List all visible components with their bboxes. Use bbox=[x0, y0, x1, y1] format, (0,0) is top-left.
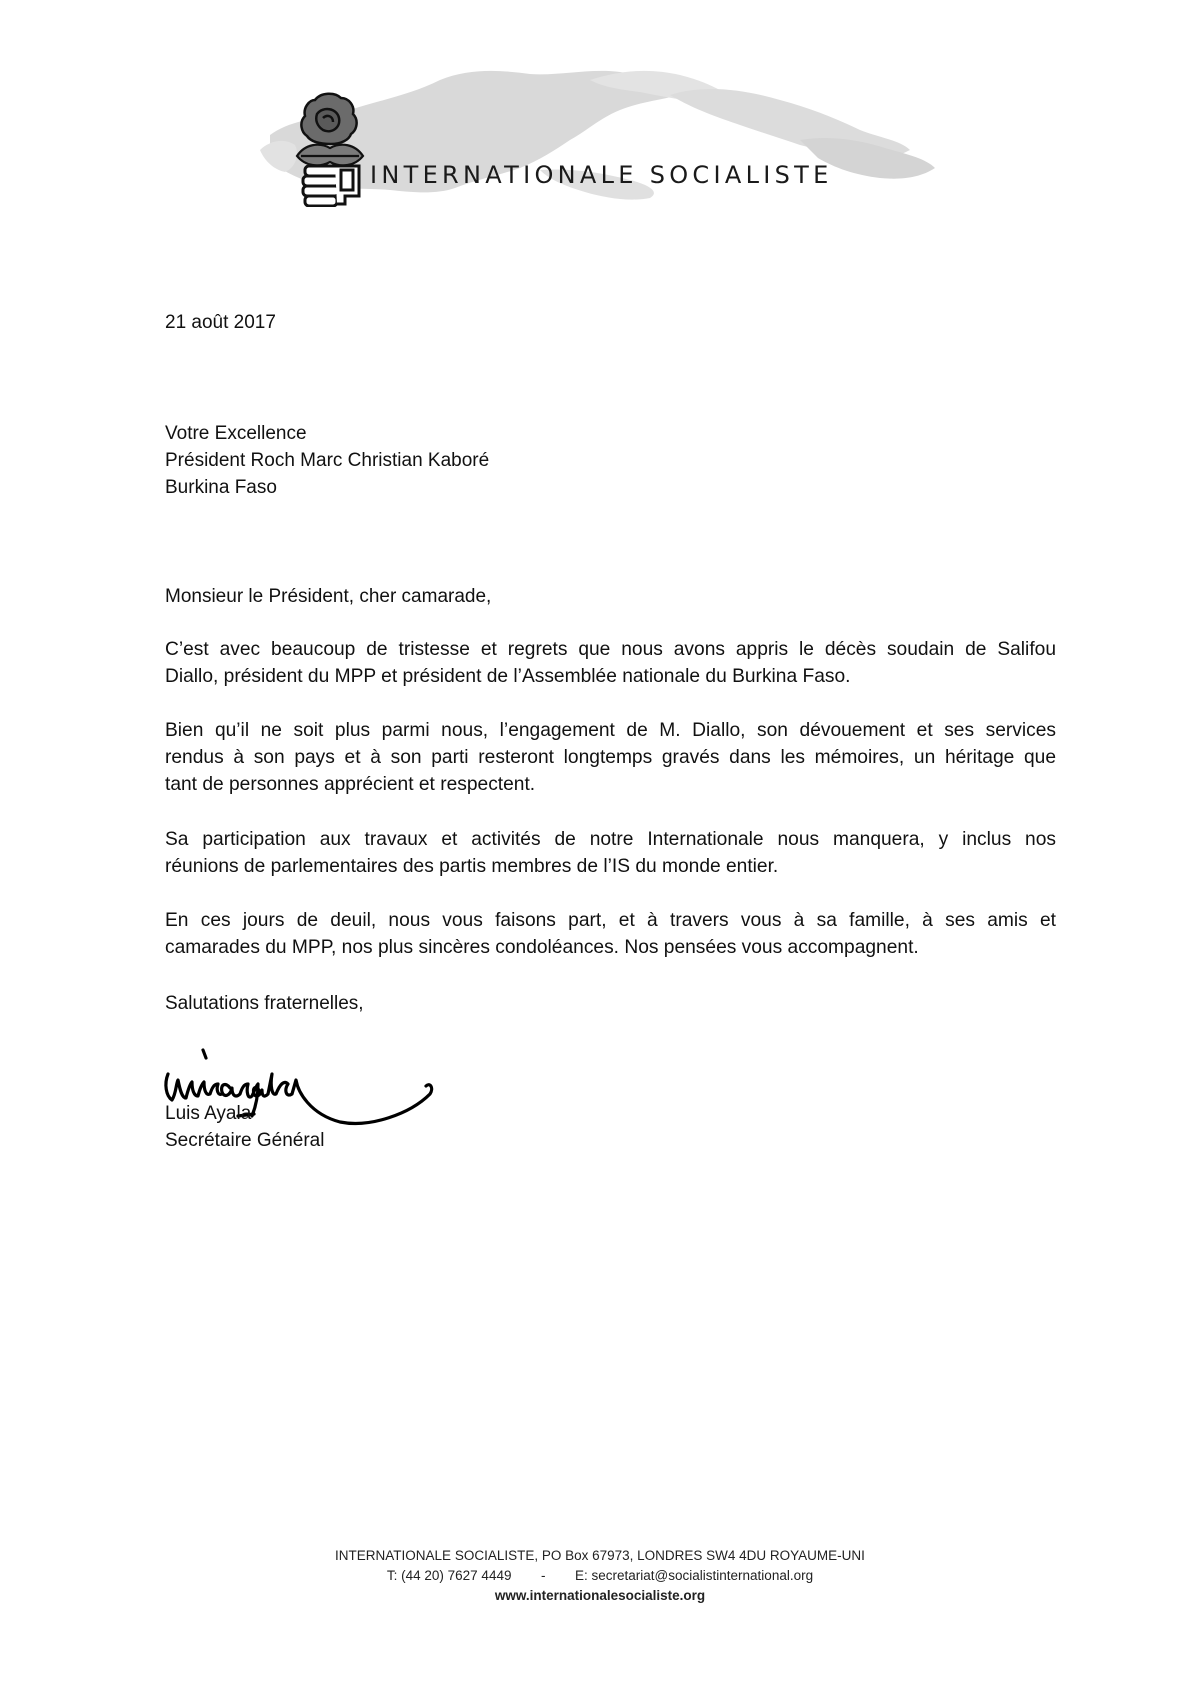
footer-website[interactable]: www.internationalesocialiste.org bbox=[494, 1588, 706, 1603]
body-paragraph-4 bbox=[165, 907, 1056, 961]
signatory-title: Secrétaire Général bbox=[165, 1130, 325, 1151]
body-paragraph-3 bbox=[165, 826, 1056, 880]
footer-separator: - bbox=[541, 1568, 546, 1583]
recipient-line-2: Président Roch Marc Christian Kaboré bbox=[165, 450, 490, 471]
paragraph-line: rendus à son pays et à son parti resteront longtemps gravés dans les mémoires, un héritage que bbox=[165, 747, 1056, 768]
recipient-line-1: Votre Excellence bbox=[165, 423, 307, 444]
paragraph-line: camarades du MPP, nos plus sincères condoléances. Nos pensées vous accompagnent. bbox=[165, 937, 919, 958]
closing: Salutations fraternelles, bbox=[165, 993, 364, 1014]
letterhead bbox=[240, 40, 940, 230]
recipient-line-3: Burkina Faso bbox=[165, 477, 277, 498]
salutation: Monsieur le Président, cher camarade, bbox=[165, 586, 492, 607]
paragraph-line: Diallo, président du MPP et président de l’Assemblée nationale du Burkina Faso. bbox=[165, 666, 851, 687]
paragraph-line: Sa participation aux travaux et activités de notre Internationale nous manquera, y inclus nos bbox=[165, 829, 1056, 850]
body-paragraph-1 bbox=[165, 636, 1056, 690]
recipient-block bbox=[165, 420, 489, 501]
footer-address: INTERNATIONALE SOCIALISTE, PO Box 67973, LONDRES SW4 4DU ROYAUME-UNI bbox=[335, 1548, 865, 1563]
paragraph-line: C’est avec beaucoup de tristesse et regrets que nous avons appris le décès soudain de Salifou bbox=[165, 639, 1056, 660]
letter-date: 21 août 2017 bbox=[165, 312, 276, 333]
footer-phone: T: (44 20) 7627 4449 bbox=[386, 1568, 512, 1583]
paragraph-line: En ces jours de deuil, nous vous faisons part, et à travers vous à sa famille, à ses amis et bbox=[165, 910, 1056, 931]
paragraph-line: tant de personnes apprécient et respectent. bbox=[165, 774, 536, 795]
paragraph-line: Bien qu’il ne soit plus parmi nous, l’engagement de M. Diallo, son dévouement et ses services bbox=[165, 720, 1056, 741]
organization-name: INTERNATIONALE SOCIALISTE bbox=[370, 161, 833, 189]
rose-fist-emblem-icon bbox=[295, 92, 365, 207]
signatory-name: Luis Ayala bbox=[165, 1103, 252, 1124]
signatory-block bbox=[165, 1100, 324, 1154]
footer-email[interactable]: E: secretariat@socialistinternational.org bbox=[575, 1568, 814, 1583]
body-paragraph-2 bbox=[165, 717, 1056, 798]
paragraph-line: réunions de parlementaires des partis membres de l’IS du monde entier. bbox=[165, 856, 779, 877]
footer-contact bbox=[0, 1568, 1200, 1583]
